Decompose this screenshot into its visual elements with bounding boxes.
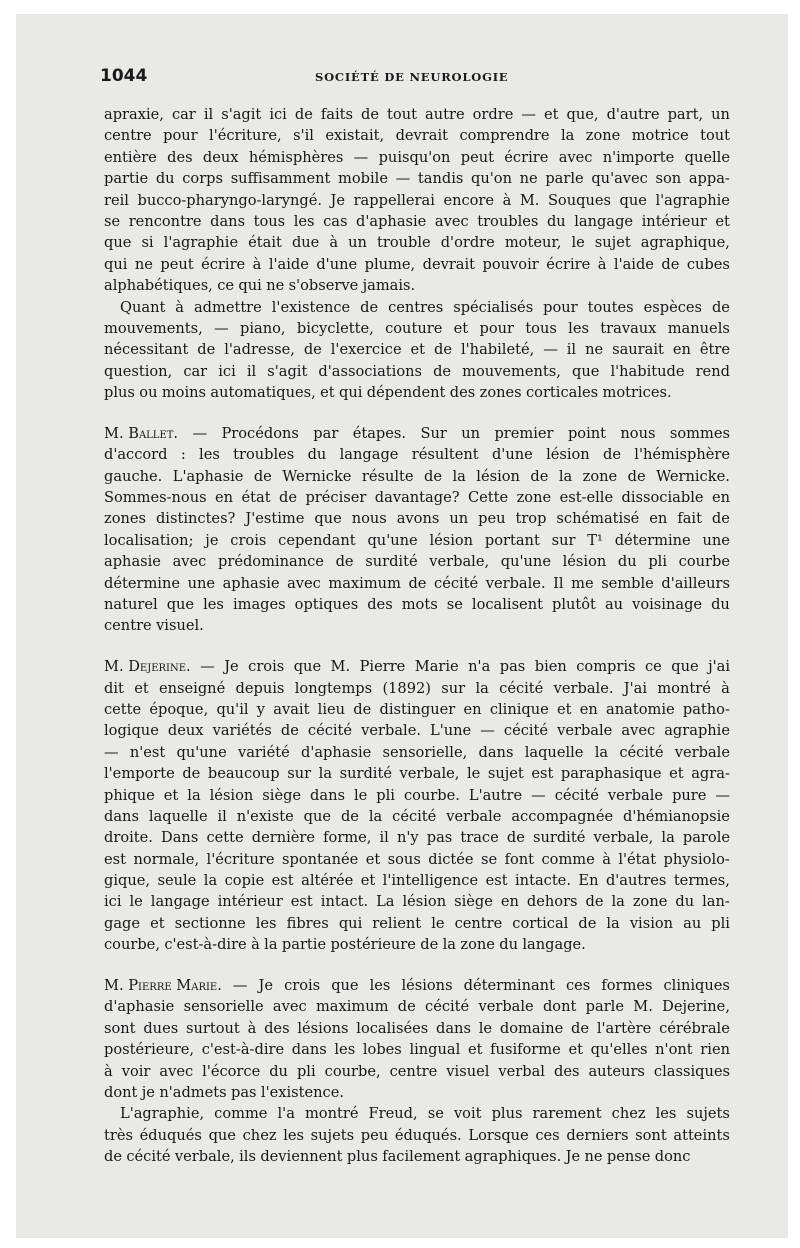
text-line: gique, seule la copie est altérée et l'intelligence est intacte. En d'autres termes, [104,872,730,890]
text-line: — n'est qu'une variété d'aphasie sensorielle, dans laquelle la cécité verbale [104,743,730,761]
speaker-name: M. Dejerine. [104,658,191,676]
text-line: de cécité verbale, ils deviennent plus facilement agraphiques. Je ne pense donc [104,1148,691,1166]
text-line: très éduqués que chez les sujets peu éduqués. Lorsque ces derniers sont atteints [104,1126,730,1144]
text-line: l'emporte de beaucoup sur la surdité verbale, le sujet est paraphasique et agra- [104,765,730,783]
text-line: phique et la lésion siège dans le pli courbe. L'autre — cécité verbale pure — [104,786,730,804]
text-line: M. Ballet. — Procédons par étapes. Sur un premier point nous sommes [104,423,730,444]
text-line: qui ne peut écrire à l'aide d'une plume, devrait pouvoir écrire à l'aide de cubes [104,255,730,273]
text-line: gauche. L'aphasie de Wernicke résulte de la lésion de la zone de Wernicke. [104,467,730,485]
text-line: est normale, l'écriture spontanée et sous dictée se font comme à l'état physiolo- [104,850,730,868]
text-line: ici le langage intérieur est intact. La lésion siège en dehors de la zone du lan- [104,893,730,911]
paragraph-gap [104,403,730,422]
page-number: 1044 [100,66,148,86]
text-line: d'accord : les troubles du langage résultent d'une lésion de l'hémisphère [104,446,730,464]
speaker-name: M. Ballet. [104,424,179,442]
text-line: dit et enseigné depuis longtemps (1892) sur la cécité verbale. J'ai montré à [104,679,730,697]
text-line: gage et sectionne les fibres qui relient le centre cortical de la vision au pli [104,914,730,932]
text-line: se rencontre dans tous les cas d'aphasie avec troubles du langage intérieur et [104,212,730,230]
paragraph-gap [104,956,730,975]
text-line: que si l'agraphie était due à un trouble d'ordre moteur, le sujet agraphique, [104,234,730,252]
text-line: postérieure, c'est-à-dire dans les lobes lingual et fusiforme et qu'elles n'ont rien [104,1041,730,1059]
text-line: détermine une aphasie avec maximum de cécité verbale. Il me semble d'ailleurs [104,574,730,592]
text-line: mouvements, — piano, bicyclette, couture et pour tous les travaux manuels [104,319,730,337]
running-title: SOCIÉTÉ DE NEUROLOGIE [315,70,509,84]
text-line: M. Pierre Marie. — Je crois que les lésions déterminant ces formes cliniques [104,975,730,996]
body-text [104,104,730,1168]
text-line: droite. Dans cette dernière forme, il n'y pas trace de surdité verbale, la parole [104,829,730,847]
text-line: M. Dejerine. — Je crois que M. Pierre Marie n'a pas bien compris ce que j'ai [104,656,730,677]
text-line: localisation; je crois cependant qu'une lésion portant sur T¹ détermine une [104,531,730,549]
text-line: apraxie, car il s'agit ici de faits de tout autre ordre — et que, d'autre part, un [104,106,730,123]
text-line: reil bucco-pharyngo-laryngé. Je rappellerai encore à M. Souques que l'agraphie [104,191,730,209]
text-line: sont dues surtout à des lésions localisées dans le domaine de l'artère cérébrale [104,1019,730,1037]
text-line: Sommes-nous en état de préciser davantage? Cette zone est-elle dissociable en [104,489,730,507]
text-line: Quant à admettre l'existence de centres spécialisés pour toutes espèces de [120,298,730,316]
paragraph-gap [104,637,730,656]
text-line: naturel que les images optiques des mots se localisent plutôt au voisinage du [104,595,730,613]
speaker-name: M. Pierre Marie. [104,977,222,995]
text-line: dont je n'admets pas l'existence. [104,1083,344,1101]
text-line: centre visuel. [104,617,204,635]
text-line: d'aphasie sensorielle avec maximum de cécité verbale dont parle M. Dejerine, [104,998,730,1016]
text-line: question, car ici il s'agit d'associations de mouvements, que l'habitude rend [104,362,730,380]
text-line: plus ou moins automatiques, et qui dépendent des zones corticales motrices. [104,384,672,402]
text-line: centre pour l'écriture, s'il existait, devrait comprendre la zone motrice tout [104,127,730,145]
page-header [100,66,740,88]
text-line: cette époque, qu'il y avait lieu de distinguer en clinique et en anatomie patho- [104,700,730,718]
text-line: dans laquelle il n'existe que de la cécité verbale accompagnée d'hémianopsie [104,807,730,825]
text-line: L'agraphie, comme l'a montré Freud, se voit plus rarement chez les sujets [120,1105,730,1123]
text-line: nécessitant de l'adresse, de l'exercice et de l'habileté, — il ne saurait en être [104,341,730,359]
text-line: entière des deux hémisphères — puisqu'on peut écrire avec n'importe quelle [104,148,730,166]
text-line: logique deux variétés de cécité verbale. L'une — cécité verbale avec agraphie [104,722,730,740]
text-line: aphasie avec prédominance de surdité verbale, qu'une lésion du pli courbe [104,553,730,571]
text-line: courbe, c'est-à-dire à la partie postérieure de la zone du langage. [104,936,586,954]
text-line: zones distinctes? J'estime que nous avons un peu trop schématisé en fait de [104,510,730,528]
text-line: alphabétiques, ce qui ne s'observe jamais. [104,277,416,295]
text-line: à voir avec l'écorce du pli courbe, centre visuel verbal des auteurs classiques [104,1062,730,1080]
text-line: partie du corps suffisamment mobile — tandis qu'on ne parle qu'avec son appa- [104,170,730,188]
